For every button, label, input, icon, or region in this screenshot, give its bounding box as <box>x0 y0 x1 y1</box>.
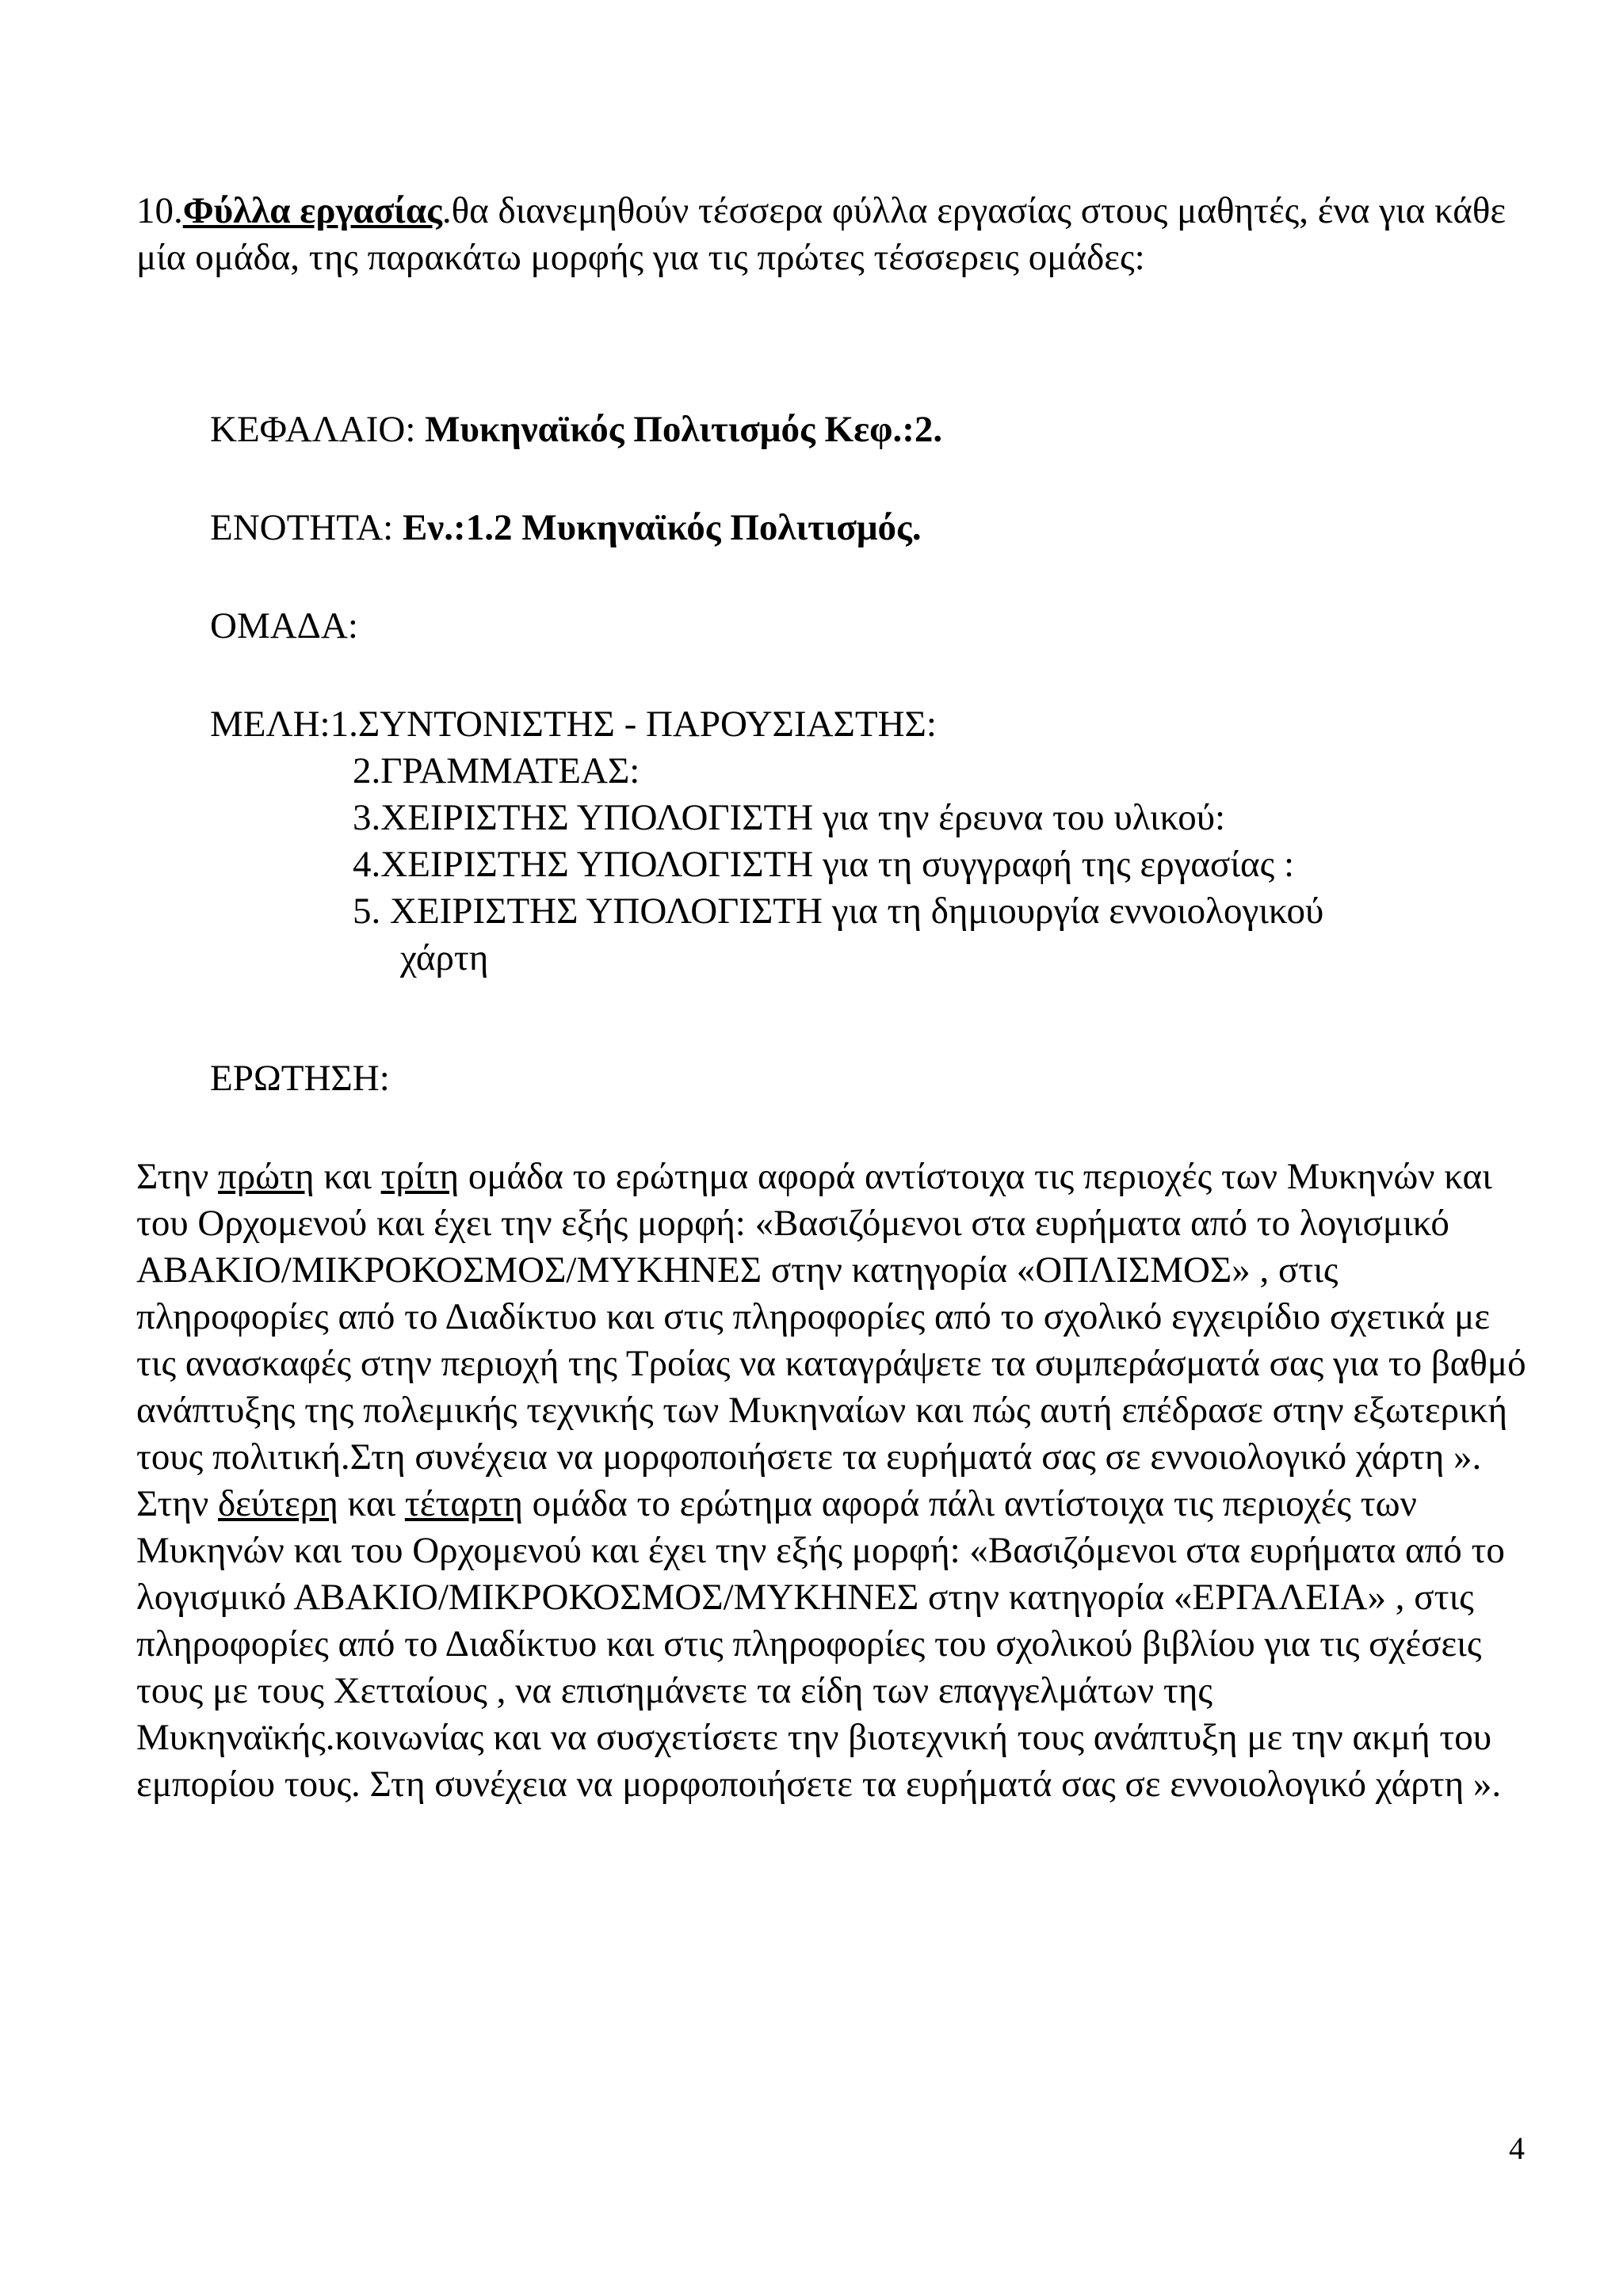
text-run: ομάδα το ερώτημα αφορά αντίστοιχα τις περιοχές των Μυκηνών και του Ορχομενού και έχει την εξής μορφή: «Βασιζόμενοι στα ευρήματα από το λογισμικό ΑΒΑΚΙΟ/ΜΙΚΡΟΚΟΣΜΟΣ/ΜΥΚΗΝΕΣ στην κατηγορία «ΟΠΛΙΣΜΟΣ» , στις πληροφορίες από το Διαδίκτυο και στις πληροφορίες από το σχολικό εγχειρίδιο σχετικά με τις ανασκαφές στην περιοχή της Τροίας να καταγράψετε τα συμπεράσματά σας για το βαθμό ανάπτυξης της πολεμικής τεχνικής των Μυκηναίων και πώς αυτή επέδρασε στην εξωτερική τους πολιτική.Στη συνέχεια να μορφοποιήσετε τα ευρήματά σας σε εννοιολογικό χάρτη ». <box>136 1156 1526 1478</box>
question-paragraph-1 <box>136 1154 1531 1481</box>
text-run: Στην <box>136 1483 218 1524</box>
members-block <box>210 701 1557 982</box>
questions-body <box>136 1154 1531 1808</box>
member-item: 3.ΧΕΙΡΙΣΤΗΣ ΥΠΟΛΟΓΙΣΤΗ για την έρευνα του υλικού: <box>353 797 1226 838</box>
chapter-value: Μυκηναϊκός Πολιτισμός Κεφ.:2. <box>425 409 943 450</box>
member-row <box>210 748 1557 795</box>
member-item: 2.ΓΡΑΜΜΑΤΕΑΣ: <box>353 750 640 791</box>
member-row <box>210 701 1557 748</box>
section-heading: Φύλλα εργασίας <box>182 190 442 231</box>
group-line <box>210 603 358 650</box>
members-label: ΜΕΛΗ: <box>210 704 330 745</box>
member-row <box>210 888 1557 935</box>
question-paragraph-2 <box>136 1481 1531 1808</box>
chapter-line <box>210 406 942 453</box>
member-row <box>210 841 1557 888</box>
underlined-word: δεύτερη <box>217 1483 338 1524</box>
group-label: ΟΜΑΔΑ: <box>210 605 358 646</box>
text-run: Στην <box>136 1156 218 1197</box>
intro-paragraph <box>136 188 1531 281</box>
underlined-word: τρίτη <box>380 1156 460 1197</box>
unit-line <box>210 505 922 551</box>
underlined-word: τέταρτη <box>404 1483 523 1524</box>
chapter-label: ΚΕΦΑΛΑΙΟ: <box>210 409 426 450</box>
underlined-word: πρώτη <box>217 1156 315 1197</box>
member-item: 5. ΧΕΙΡΙΣΤΗΣ ΥΠΟΛΟΓΙΣΤΗ για τη δημιουργία εννοιολογικού <box>353 891 1324 932</box>
member-item: 4.ΧΕΙΡΙΣΤΗΣ ΥΠΟΛΟΓΙΣΤΗ για τη συγγραφή της εργασίας : <box>353 844 1295 885</box>
page-number: 4 <box>1509 2130 1525 2166</box>
section-number: 10. <box>136 190 183 231</box>
question-line <box>210 1055 390 1102</box>
question-label: ΕΡΩΤΗΣΗ: <box>210 1058 390 1099</box>
text-run: ομάδα το ερώτημα αφορά πάλι αντίστοιχα τις περιοχές των Μυκηνών και του Ορχομενού και έχει την εξής μορφή: «Βασιζόμενοι στα ευρήματα από το λογισμικό ΑΒΑΚΙΟ/ΜΙΚΡΟΚΟΣΜΟΣ/ΜΥΚΗΝΕΣ στην κατηγορία «ΕΡΓΑΛΕΙΑ» , στις πληροφορίες από το Διαδίκτυο και στις πληροφορίες του σχολικού βιβλίου για τις σχέσεις τους με τους Χετταίους , να επισημάνετε τα είδη των επαγγελμάτων της Μυκηναϊκής.κοινωνίας και να συσχετίσετε την βιοτεχνική τους ανάπτυξη με την ακμή του εμπορίου τους. Στη συνέχεια να μορφοποιήσετε τα ευρήματά σας σε εννοιολογικό χάρτη ». <box>136 1483 1505 1805</box>
unit-label: ΕΝΟΤΗΤΑ: <box>210 507 403 548</box>
text-run: και <box>338 1483 405 1524</box>
member-row <box>210 795 1557 841</box>
member-row <box>210 935 1557 982</box>
text-run: και <box>314 1156 381 1197</box>
member-item: χάρτη <box>400 937 489 978</box>
unit-value: Εν.:1.2 Μυκηναϊκός Πολιτισμός. <box>402 507 922 548</box>
member-item: 1.ΣΥΝΤΟΝΙΣΤΗΣ - ΠΑΡΟΥΣΙΑΣΤΗΣ: <box>330 704 937 745</box>
intro-text: .θα διανεμηθούν τέσσερα φύλλα εργασίας στους μαθητές, ένα για κάθε μία ομάδα, της παρακάτω μορφής για τις πρώτες τέσσερεις ομάδες: <box>136 190 1507 278</box>
